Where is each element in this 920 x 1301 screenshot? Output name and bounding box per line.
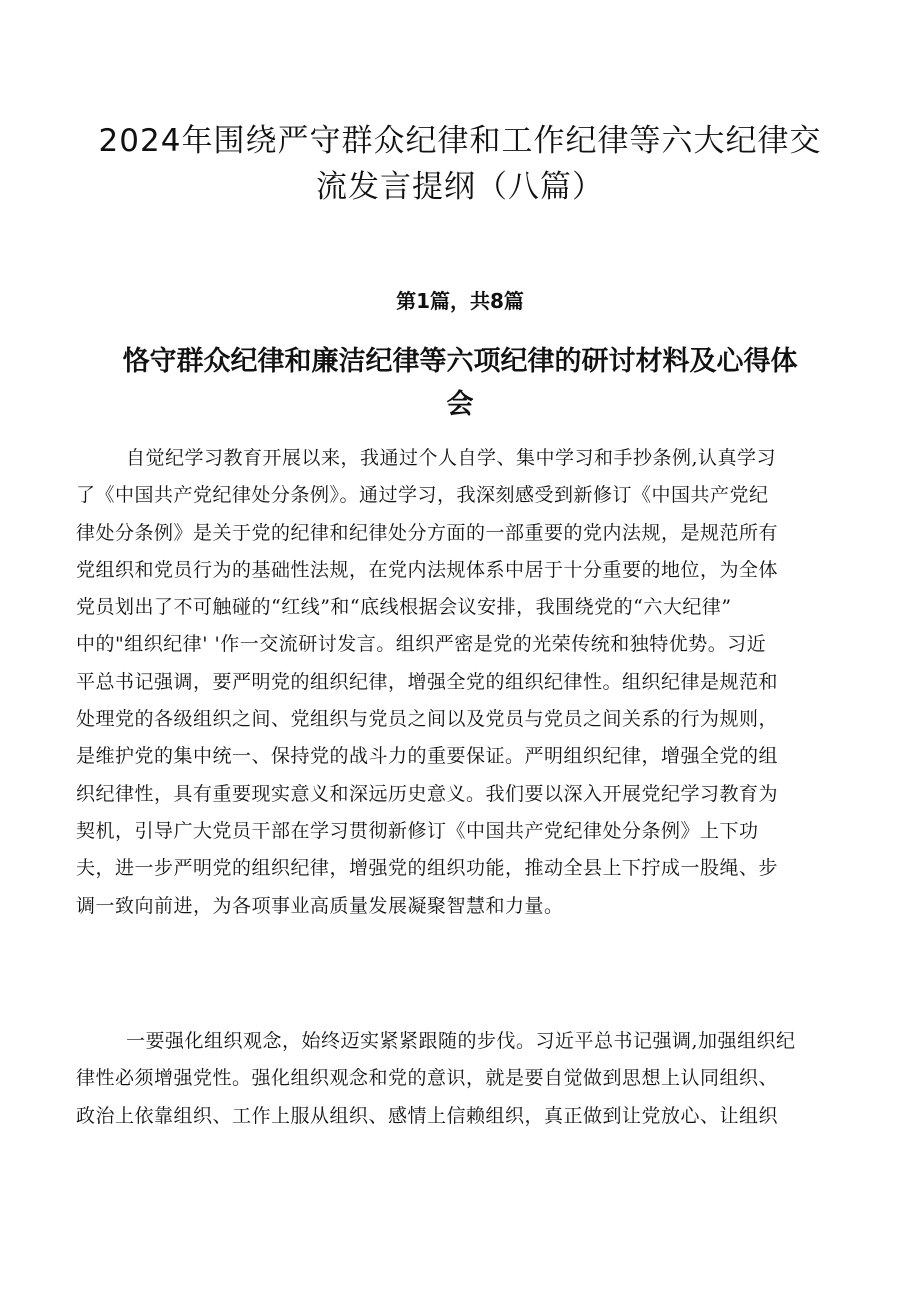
- paragraph-line: 中的"组织纪律' '作一交流研讨发言。组织严密是党的光荣传统和独特优势。习近: [76, 633, 767, 656]
- article-title: [110, 340, 810, 426]
- body-paragraph-point-one: [76, 1023, 856, 1135]
- body-paragraph-intro: [76, 440, 856, 925]
- paragraph-line: 党组织和党员行为的基础性法规，在党内法规体系中居于十分重要的地位，为全体: [76, 558, 779, 581]
- section-counter: 第1篇，共8篇: [396, 289, 524, 313]
- paragraph-line: 律性必须增强党性。强化组织观念和党的意识，就是要自觉做到思想上认同组织、: [76, 1067, 779, 1090]
- paragraph-line: 了《中国共产党纪律处分条例》。通过学习，我深刻感受到新修订《中国共产党纪: [76, 484, 769, 507]
- paragraph-line: 律处分条例》是关于党的纪律和纪律处分方面的一部重要的党内法规，是规范所有: [76, 521, 779, 544]
- paragraph-line: 织纪律性，具有重要现实意义和深远历史意义。我们要以深入开展党纪学习教育为: [76, 782, 779, 805]
- paragraph-line: 政治上依靠组织、工作上服从组织、感情上信赖组织，真正做到让党放心、让组织: [76, 1104, 779, 1127]
- paragraph-line: 调一致向前进，为各项事业高质量发展凝聚智慧和力量。: [76, 894, 564, 917]
- paragraph-line: 夫，进一步严明党的组织纪律，增强党的组织功能，推动全县上下拧成一股绳、步: [76, 857, 779, 880]
- paragraph-line: 平总书记强调，要严明党的组织纪律，增强全党的组织纪律性。组织纪律是规范和: [76, 670, 779, 693]
- paragraph-line: 处理党的各级组织之间、党组织与党员之间以及党员与党员之间关系的行为规则，: [76, 708, 779, 731]
- paragraph-line: 自觉纪学习教育开展以来，我通过个人自学、集中学习和手抄条例,认真学习: [126, 447, 777, 469]
- paragraph-line: 党员划出了不可触碰的“红线”和“底线根据会议安排，我围绕党的“六大纪律”: [76, 596, 732, 619]
- paragraph-line: 一要强化组织观念，始终迈实紧紧跟随的步伐。习近平总书记强调,加强组织纪: [126, 1030, 796, 1052]
- paragraph-line: 契机，引导广大党员干部在学习贯彻新修订《中国共产党纪律处分条例》上下功: [76, 819, 759, 842]
- article-title-line: 会: [446, 389, 474, 420]
- paragraph-line: 是维护党的集中统一、保持党的战斗力的重要保证。严明组织纪律，增强全党的组: [76, 745, 779, 768]
- document-title: [90, 118, 830, 210]
- article-title-line: 恪守群众纪律和廉洁纪律等六项纪律的研讨材料及心得体: [122, 346, 798, 377]
- document-title-line: 流发言提纲（八篇）: [316, 169, 604, 205]
- document-title-line: 2024年围绕严守群众纪律和工作纪律等六大纪律交: [98, 123, 822, 159]
